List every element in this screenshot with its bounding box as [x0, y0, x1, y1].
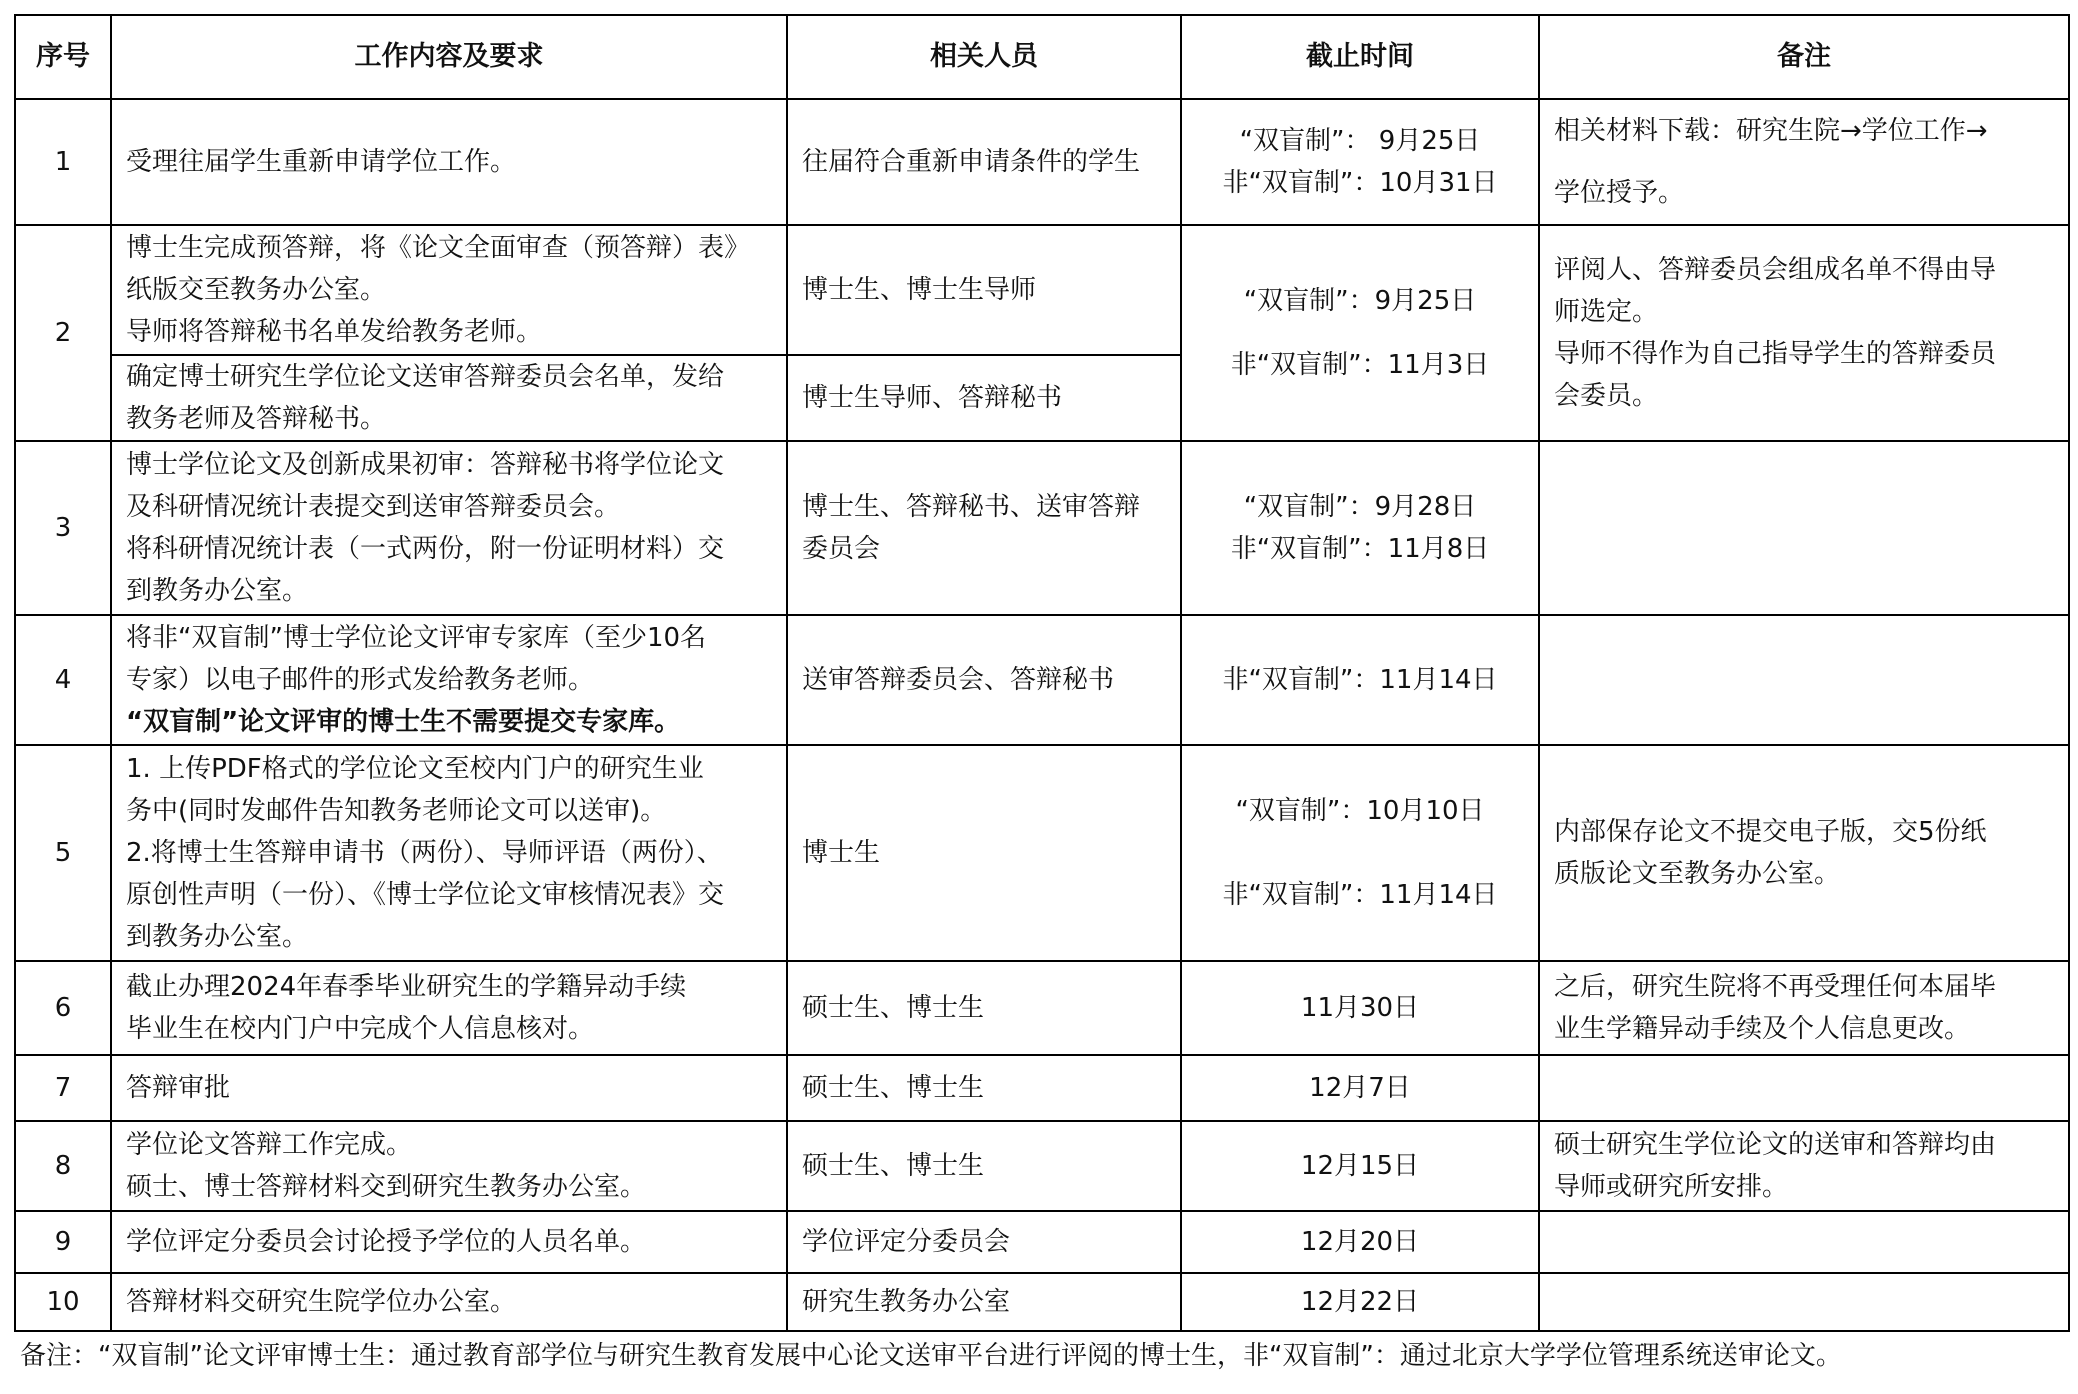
table-row: [15, 1211, 2069, 1273]
table-row: [15, 99, 2069, 225]
row-content: 答辩材料交研究生院学位办公室。: [111, 1273, 787, 1331]
row-deadline: “双盲制”：10月10日 非“双盲制”：11月14日: [1181, 745, 1539, 961]
row-deadline: “双盲制”：9月25日 非“双盲制”：11月3日: [1181, 225, 1539, 441]
row-number: 1: [15, 99, 111, 225]
row-people: 博士生导师、答辩秘书: [787, 355, 1181, 441]
row-people: 往届符合重新申请条件的学生: [787, 99, 1181, 225]
row-note: [1539, 1055, 2069, 1121]
row-note: [1539, 615, 2069, 745]
footnote: 备注：“双盲制”论文评审博士生：通过教育部学位与研究生教育发展中心论文送审平台进行评阅的博士生，非“双盲制”：通过北京大学学位管理系统送审论文。: [20, 1341, 1842, 1371]
row-note: [1539, 1211, 2069, 1273]
row-content: 受理往届学生重新申请学位工作。: [111, 99, 787, 225]
row-people: 硕士生、博士生: [787, 1055, 1181, 1121]
row-content: 学位评定分委员会讨论授予学位的人员名单。: [111, 1211, 787, 1273]
row-content: 答辩审批: [111, 1055, 787, 1121]
row-number: 6: [15, 961, 111, 1055]
row-content: 学位论文答辩工作完成。 硕士、博士答辩材料交到研究生教务办公室。: [111, 1121, 787, 1211]
table-row: [15, 1121, 2069, 1211]
row-number: 8: [15, 1121, 111, 1211]
row-note: [1539, 441, 2069, 615]
row-deadline: “双盲制”： 9月25日 非“双盲制”：10月31日: [1181, 99, 1539, 225]
row-content: 将非“双盲制”博士学位论文评审专家库（至少10名 专家）以电子邮件的形式发给教务老师。 “双盲制”论文评审的博士生不需要提交专家库。: [111, 615, 787, 745]
header-note: 备注: [1539, 15, 2069, 99]
row-number: 7: [15, 1055, 111, 1121]
row-number: 10: [15, 1273, 111, 1331]
row-note: 内部保存论文不提交电子版，交5份纸 质版论文至教务办公室。: [1539, 745, 2069, 961]
header-deadline: 截止时间: [1181, 15, 1539, 99]
row-content-emphasis: “双盲制”论文评审的博士生不需要提交专家库。: [126, 707, 681, 737]
row-number: 3: [15, 441, 111, 615]
row-content: 1. 上传PDF格式的学位论文至校内门户的研究生业 务中(同时发邮件告知教务老师论文可以送审)。 2.将博士生答辩申请书（两份）、导师评语（两份）、 原创性声明（一份）、《博士学位论文审核情况表》交 到教务办公室。: [111, 745, 787, 961]
table-row: [15, 1273, 2069, 1331]
row-people: 硕士生、博士生: [787, 1121, 1181, 1211]
table-row: [15, 961, 2069, 1055]
row-note: 评阅人、答辩委员会组成名单不得由导 师选定。 导师不得作为自己指导学生的答辩委员 会委员。: [1539, 225, 2069, 441]
row-deadline: 12月7日: [1181, 1055, 1539, 1121]
row-people: 研究生教务办公室: [787, 1273, 1181, 1331]
row-people: 学位评定分委员会: [787, 1211, 1181, 1273]
row-deadline: 非“双盲制”：11月14日: [1181, 615, 1539, 745]
table-row: [15, 225, 2069, 355]
row-deadline: 12月15日: [1181, 1121, 1539, 1211]
row-people: 送审答辩委员会、答辩秘书: [787, 615, 1181, 745]
row-people: 硕士生、博士生: [787, 961, 1181, 1055]
row-content: 确定博士研究生学位论文送审答辩委员会名单，发给 教务老师及答辩秘书。: [111, 355, 787, 441]
table-row: [15, 745, 2069, 961]
table-row: [15, 441, 2069, 615]
row-content: 博士生完成预答辩，将《论文全面审查（预答辩）表》 纸版交至教务办公室。 导师将答辩秘书名单发给教务老师。: [111, 225, 787, 355]
row-note: 硕士研究生学位论文的送审和答辩均由 导师或研究所安排。: [1539, 1121, 2069, 1211]
row-people: 博士生、博士生导师: [787, 225, 1181, 355]
row-note: 之后，研究生院将不再受理任何本届毕 业生学籍异动手续及个人信息更改。: [1539, 961, 2069, 1055]
row-number: 2: [15, 225, 111, 441]
table-row: [15, 615, 2069, 745]
header-content: 工作内容及要求: [111, 15, 787, 99]
row-deadline: 12月20日: [1181, 1211, 1539, 1273]
row-deadline: 11月30日: [1181, 961, 1539, 1055]
row-content: 博士学位论文及创新成果初审：答辩秘书将学位论文 及科研情况统计表提交到送审答辩委员会。 将科研情况统计表（一式两份，附一份证明材料）交 到教务办公室。: [111, 441, 787, 615]
row-note: 相关材料下载：研究生院→学位工作→ 学位授予。: [1539, 99, 2069, 225]
header-people: 相关人员: [787, 15, 1181, 99]
row-content: 截止办理2024年春季毕业研究生的学籍异动手续 毕业生在校内门户中完成个人信息核对。: [111, 961, 787, 1055]
row-number: 9: [15, 1211, 111, 1273]
row-people: 博士生: [787, 745, 1181, 961]
header-row: [15, 15, 2069, 99]
row-number: 4: [15, 615, 111, 745]
row-number: 5: [15, 745, 111, 961]
table-row: [15, 1055, 2069, 1121]
header-no: 序号: [15, 15, 111, 99]
schedule-table: [14, 14, 2070, 1332]
row-deadline: 12月22日: [1181, 1273, 1539, 1331]
row-deadline: “双盲制”：9月28日 非“双盲制”：11月8日: [1181, 441, 1539, 615]
row-people: 博士生、答辩秘书、送审答辩 委员会: [787, 441, 1181, 615]
row-note: [1539, 1273, 2069, 1331]
